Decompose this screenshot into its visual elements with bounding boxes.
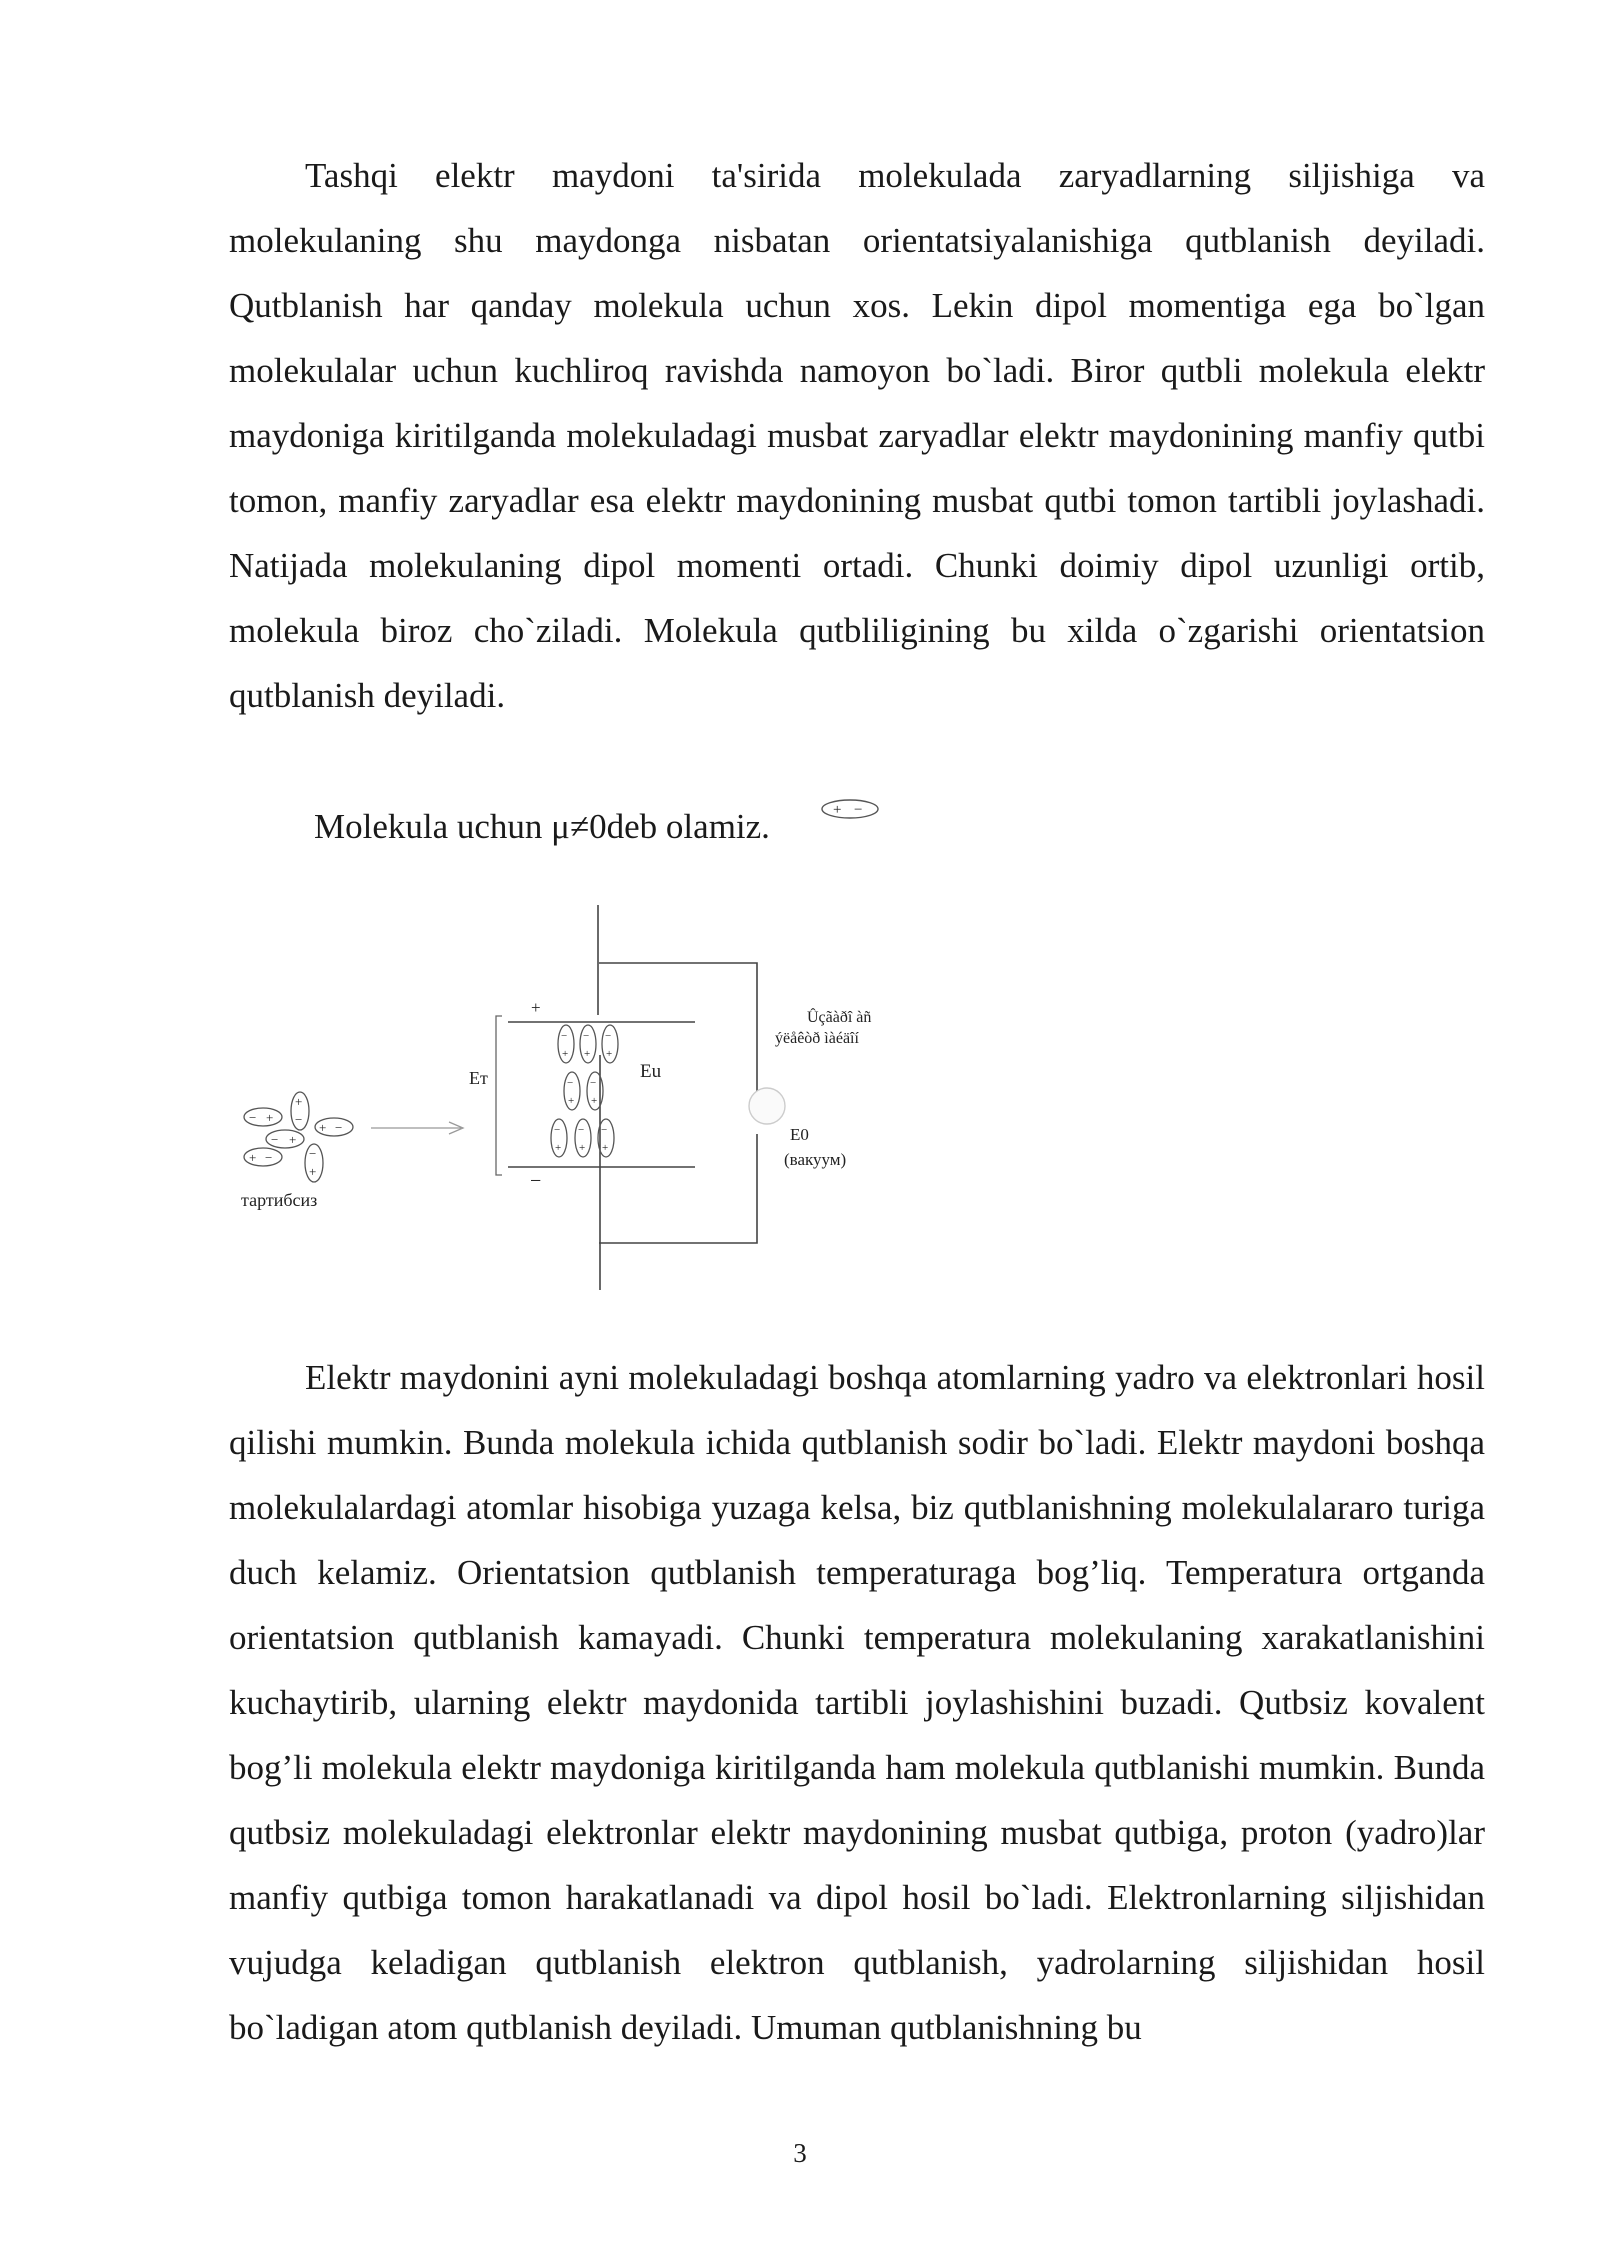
svg-text:+: + [568, 1095, 575, 1107]
dipole-symbol-icon [822, 800, 878, 818]
svg-text:+: + [591, 1095, 598, 1107]
svg-text:−: − [590, 1077, 597, 1089]
label-e0: Е0 [790, 1125, 809, 1144]
svg-text:+: + [266, 1110, 274, 1125]
svg-text:−: − [309, 1146, 317, 1161]
svg-text:−: − [335, 1120, 343, 1135]
svg-text:−: − [854, 802, 863, 818]
oriented-dipoles [551, 1025, 618, 1157]
svg-text:−: − [265, 1150, 273, 1165]
label-garbled-1: Ûçãàðî àñ [807, 1009, 872, 1026]
svg-text:−: − [601, 1124, 608, 1136]
svg-text:+: + [602, 1142, 609, 1154]
svg-text:−: − [561, 1030, 568, 1042]
svg-text:−: − [295, 1112, 303, 1127]
svg-text:+: + [319, 1120, 327, 1135]
page-number: 3 [793, 2138, 807, 2168]
label-vacuum: (вакуум) [784, 1150, 847, 1169]
formula-line: Molekula uchun μ≠0deb olamiz. [314, 807, 770, 846]
svg-text:+: + [606, 1048, 613, 1060]
svg-text:+: + [249, 1150, 257, 1165]
label-et: Ет [469, 1068, 488, 1088]
paragraph-orientation-polarization: Tashqi elektr maydoni ta'sirida molekulada zaryadlarning siljishiga va molekulaning shu maydonga nisbatan orientatsiyalanishiga qutblanish deyiladi. Qutblanish har qanday molekula uchun xos. Lekin dipol momentiga ega bo`lgan molekulalar uchun kuchliroq ravishda namoyon bo`ladi. Biror qutbli molekula elektr maydoniga kiritilganda molekuladagi musbat zaryadlar elektr maydonining manfiy qutbi tomon, manfiy zaryadlar esa elektr maydonining musbat qutbi tomon tartibli joylashadi. Natijada molekulaning dipol momenti ortadi. Chunki doimiy dipol uzunligi ortib, molekula biroz cho`ziladi. Molekula qutbliligining bu xilda o`zgarishi orientatsion qutblanish deyiladi. [229, 156, 1485, 715]
arrow-right-icon [371, 1122, 463, 1134]
label-eu: Еu [640, 1061, 662, 1082]
label-disorder: тартибсиз [241, 1190, 318, 1210]
svg-text:−: − [271, 1132, 279, 1147]
voltage-source-icon [749, 1088, 785, 1124]
svg-text:−: − [567, 1077, 574, 1089]
top-plate-sign: + [531, 998, 541, 1017]
svg-text:+: + [555, 1142, 562, 1154]
svg-text:+: + [833, 802, 842, 818]
label-garbled-2: ýëåêòð ìàéäîí [775, 1030, 859, 1047]
svg-text:+: + [579, 1142, 586, 1154]
bottom-plate-sign: − [530, 1170, 542, 1192]
polarization-diagram [229, 790, 949, 1300]
svg-text:+: + [295, 1094, 303, 1109]
svg-text:+: + [309, 1164, 317, 1179]
svg-text:+: + [562, 1048, 569, 1060]
svg-text:−: − [554, 1124, 561, 1136]
field-bracket [496, 1016, 502, 1175]
svg-text:+: + [584, 1048, 591, 1060]
circuit-wires [598, 905, 757, 1290]
svg-text:−: − [249, 1110, 257, 1125]
svg-text:−: − [578, 1124, 585, 1136]
svg-text:−: − [583, 1030, 590, 1042]
svg-text:−: − [605, 1030, 612, 1042]
svg-text:+: + [289, 1132, 297, 1147]
paragraph-intramolecular-polarization: Elektr maydonini ayni molekuladagi boshqa atomlarning yadro va elektronlari hosil qilishi mumkin. Bunda molekula ichida qutblanish sodir bo`ladi. Elektr maydoni boshqa molekulalardagi atomlar hisobiga yuzaga kelsa, biz qutblanishning molekulalararo turiga duch kelamiz. Orientatsion qutblanish temperaturaga bog’liq. Temperatura ortganda orientatsion qutblanish kamayadi. Chunki temperatura molekulaning xarakatlanishini kuchaytirib, ularning elektr maydonida tartibli joylashishini buzadi. Qutbsiz kovalent bog’li molekula elektr maydoniga kiritilganda ham molekula qutblanishi mumkin. Bunda qutbsiz molekuladagi elektronlar elektr maydonining musbat qutbiga, proton (yadro)lar manfiy qutbiga tomon harakatlanadi va dipol hosil bo`ladi. Elektronlarning siljishidan vujudga keladigan qutblanish elektron qutblanish, yadrolarning siljishidan hosil bo`ladigan atom qutblanish deyiladi. Umuman qutblanishning bu [229, 1358, 1485, 2047]
